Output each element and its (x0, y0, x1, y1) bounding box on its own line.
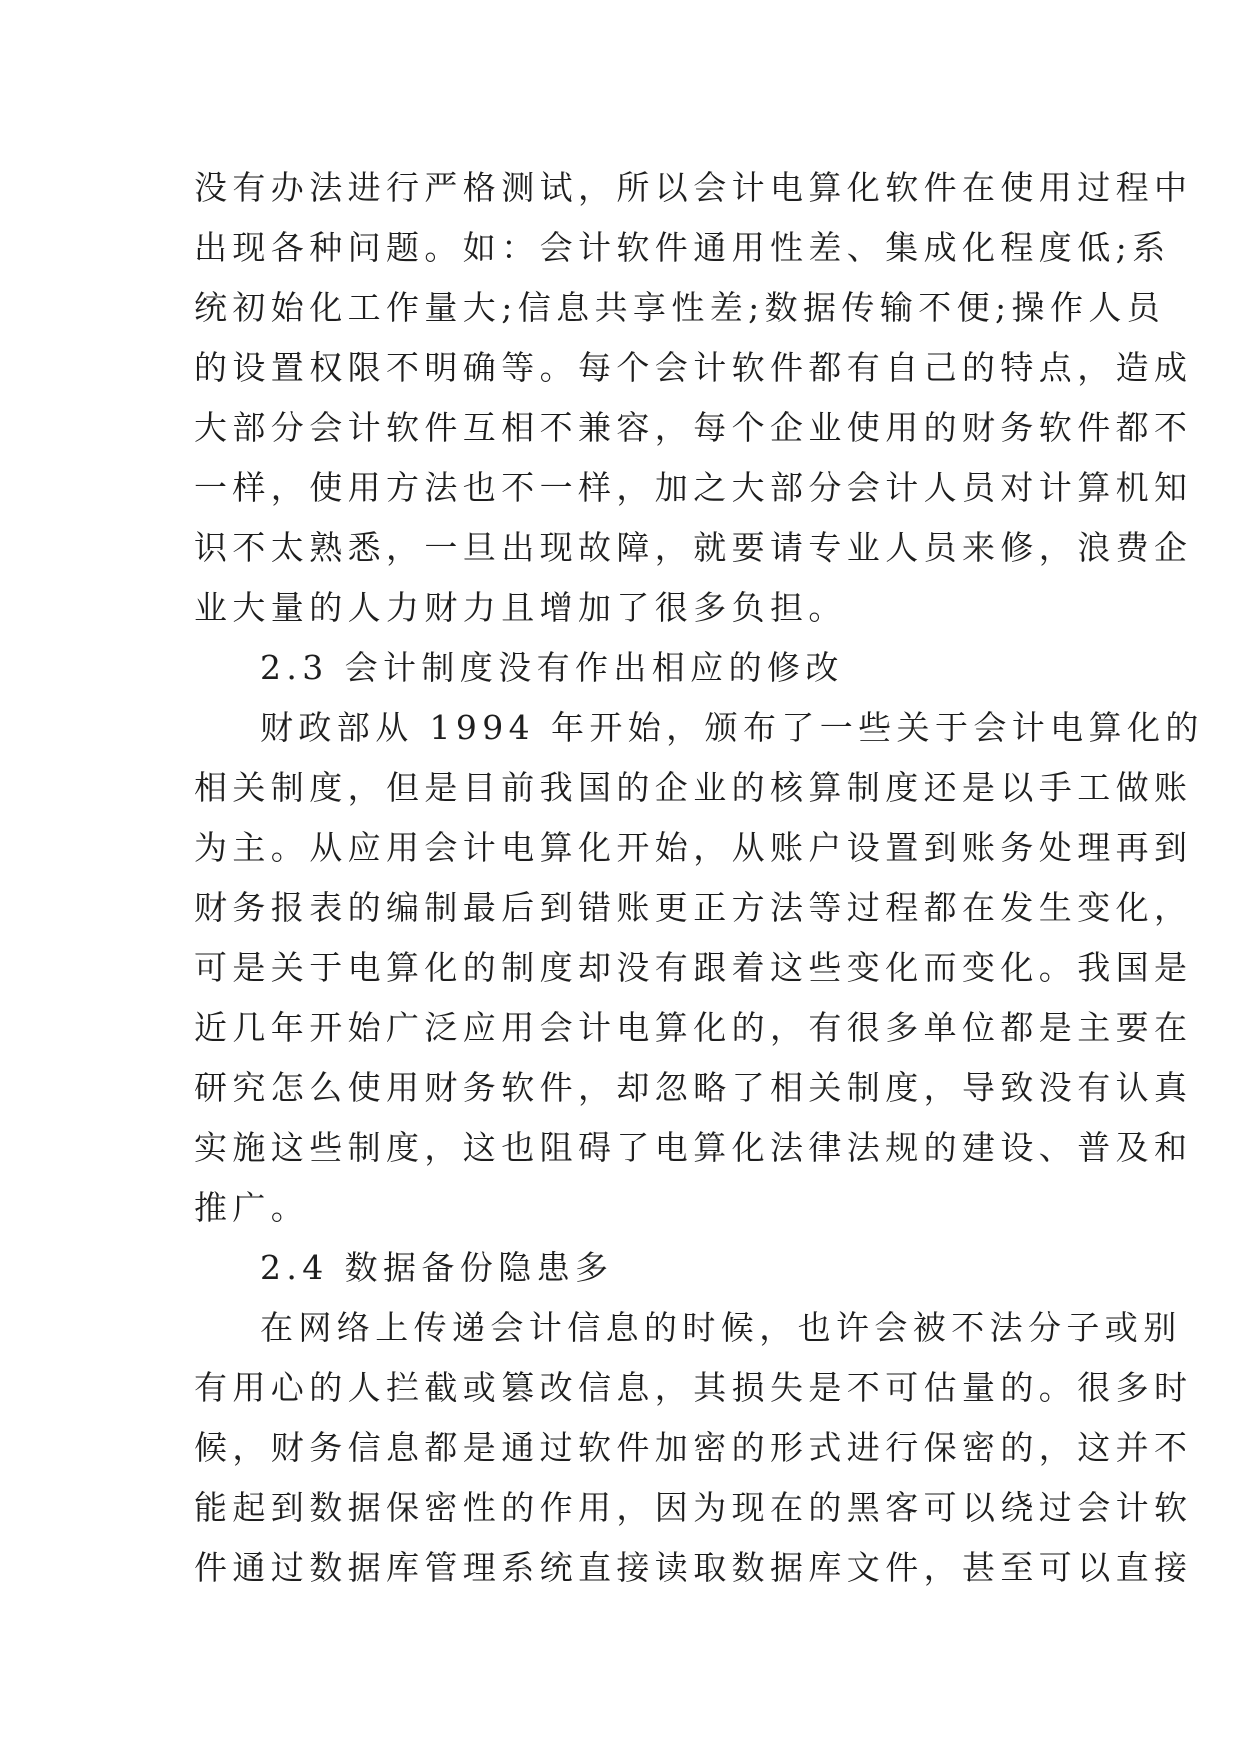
text-line: 相关制度，但是目前我国的企业的核算制度还是以手工做账 (194, 768, 1193, 807)
text-line: 推广。 (194, 1188, 310, 1227)
paragraph-first-line: 财政部从 1994 年开始，颁布了一些关于会计电算化的 (260, 708, 1204, 747)
section-heading-2-3: 2.3 会计制度没有作出相应的修改 (260, 648, 844, 687)
text-line: 为主。从应用会计电算化开始，从账户设置到账务处理再到 (194, 828, 1193, 867)
text-line: 财务报表的编制最后到错账更正方法等过程都在发生变化， (194, 888, 1193, 927)
text-line: 件通过数据库管理系统直接读取数据库文件，甚至可以直接 (194, 1548, 1193, 1587)
text-line: 能起到数据保密性的作用，因为现在的黑客可以绕过会计软 (194, 1488, 1193, 1527)
body-text (194, 158, 1204, 1598)
text-line: 识不太熟悉，一旦出现故障，就要请专业人员来修，浪费企 (194, 528, 1193, 567)
text-line: 的设置权限不明确等。每个会计软件都有自己的特点，造成 (194, 348, 1193, 387)
text-line: 出现各种问题。如：会计软件通用性差、集成化程度低;系 (194, 228, 1171, 267)
text-line: 候，财务信息都是通过软件加密的形式进行保密的，这并不 (194, 1428, 1193, 1467)
text-line: 有用心的人拦截或篡改信息，其损失是不可估量的。很多时 (194, 1368, 1193, 1407)
text-line: 业大量的人力财力且增加了很多负担。 (194, 588, 847, 627)
paragraph-first-line: 在网络上传递会计信息的时候，也许会被不法分子或别 (260, 1308, 1182, 1347)
text-line: 实施这些制度，这也阻碍了电算化法律法规的建设、普及和 (194, 1128, 1193, 1167)
section-heading-2-4: 2.4 数据备份隐患多 (260, 1248, 614, 1287)
text-line: 大部分会计软件互相不兼容，每个企业使用的财务软件都不 (194, 408, 1193, 447)
text-line: 没有办法进行严格测试，所以会计电算化软件在使用过程中 (194, 168, 1193, 207)
text-line: 统初始化工作量大;信息共享性差;数据传输不便;操作人员 (194, 288, 1166, 327)
text-line: 研究怎么使用财务软件，却忽略了相关制度，导致没有认真 (194, 1068, 1193, 1107)
text-line: 近几年开始广泛应用会计电算化的，有很多单位都是主要在 (194, 1008, 1193, 1047)
text-line: 一样，使用方法也不一样，加之大部分会计人员对计算机知 (194, 468, 1193, 507)
text-line: 可是关于电算化的制度却没有跟着这些变化而变化。我国是 (194, 948, 1193, 987)
